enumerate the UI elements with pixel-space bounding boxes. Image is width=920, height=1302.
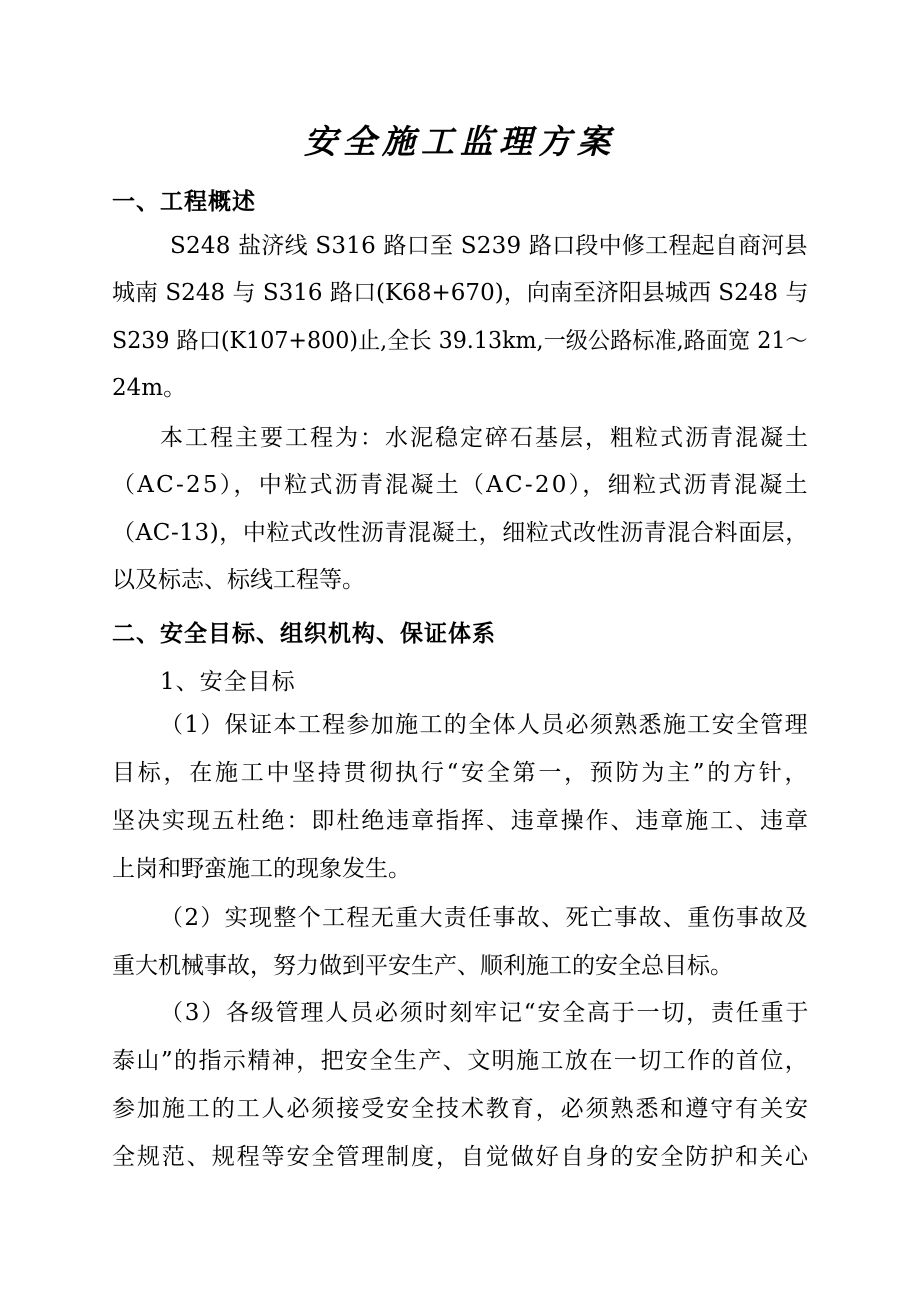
paragraph-line: 本工程主要工程为：水泥稳定碎石基层，粗粒式沥青混凝土 — [160, 425, 810, 451]
section-heading-safety: 二、安全目标、组织机构、保证体系 — [112, 621, 496, 647]
subsection-heading-goal: 1、安全目标 — [160, 669, 296, 695]
paragraph-line: （3）各级管理人员必须时刻牢记“安全高于一切，责任重于 — [160, 1000, 811, 1026]
paragraph-line: 坚决实现五杜绝：即杜绝违章指挥、违章操作、违章施工、违章 — [112, 808, 810, 834]
section-heading-overview: 一、工程概述 — [112, 189, 256, 215]
paragraph-line: 参加施工的工人必须接受安全技术教育，必须熟悉和遵守有关安 — [112, 1096, 810, 1122]
paragraph-line: S248 盐济线 S316 路口至 S239 路口段中修工程起自商河县 — [170, 233, 808, 259]
paragraph-line: S239 路口(K107+800)止,全长 39.13km,一级公路标准,路面宽 21～ — [112, 328, 808, 354]
paragraph-line: （1）保证本工程参加施工的全体人员必须熟悉施工安全管理 — [160, 712, 809, 738]
paragraph-line: 全规范、规程等安全管理制度，自觉做好自身的安全防护和关心 — [112, 1144, 810, 1170]
paragraph-line: 以及标志、标线工程等。 — [112, 567, 365, 593]
paragraph-line: （AC-13)，中粒式改性沥青混凝土，细粒式改性沥青混合料面层， — [112, 520, 809, 546]
paragraph-line: 上岗和野蛮施工的现象发生。 — [112, 856, 411, 882]
paragraph-line: 城南 S248 与 S316 路口(K68+670)，向南至济阳县城西 S248 与 — [112, 280, 809, 306]
paragraph-line: 泰山”的指示精神，把安全生产、文明施工放在一切工作的首位， — [112, 1048, 810, 1074]
paragraph-line: （AC-25），中粒式沥青混凝土（AC-20），细粒式沥青混凝土 — [112, 472, 810, 498]
page-title: 安全施工监理方案 — [304, 122, 616, 161]
paragraph-line: （2）实现整个工程无重大责任事故、死亡事故、重伤事故及 — [160, 905, 809, 931]
paragraph-line: 目标，在施工中坚持贯彻执行“安全第一，预防为主”的方针， — [112, 760, 811, 786]
paragraph-line: 24m。 — [112, 375, 187, 401]
paragraph-line: 重大机械事故，努力做到平安生产、顺利施工的安全总目标。 — [112, 953, 733, 979]
